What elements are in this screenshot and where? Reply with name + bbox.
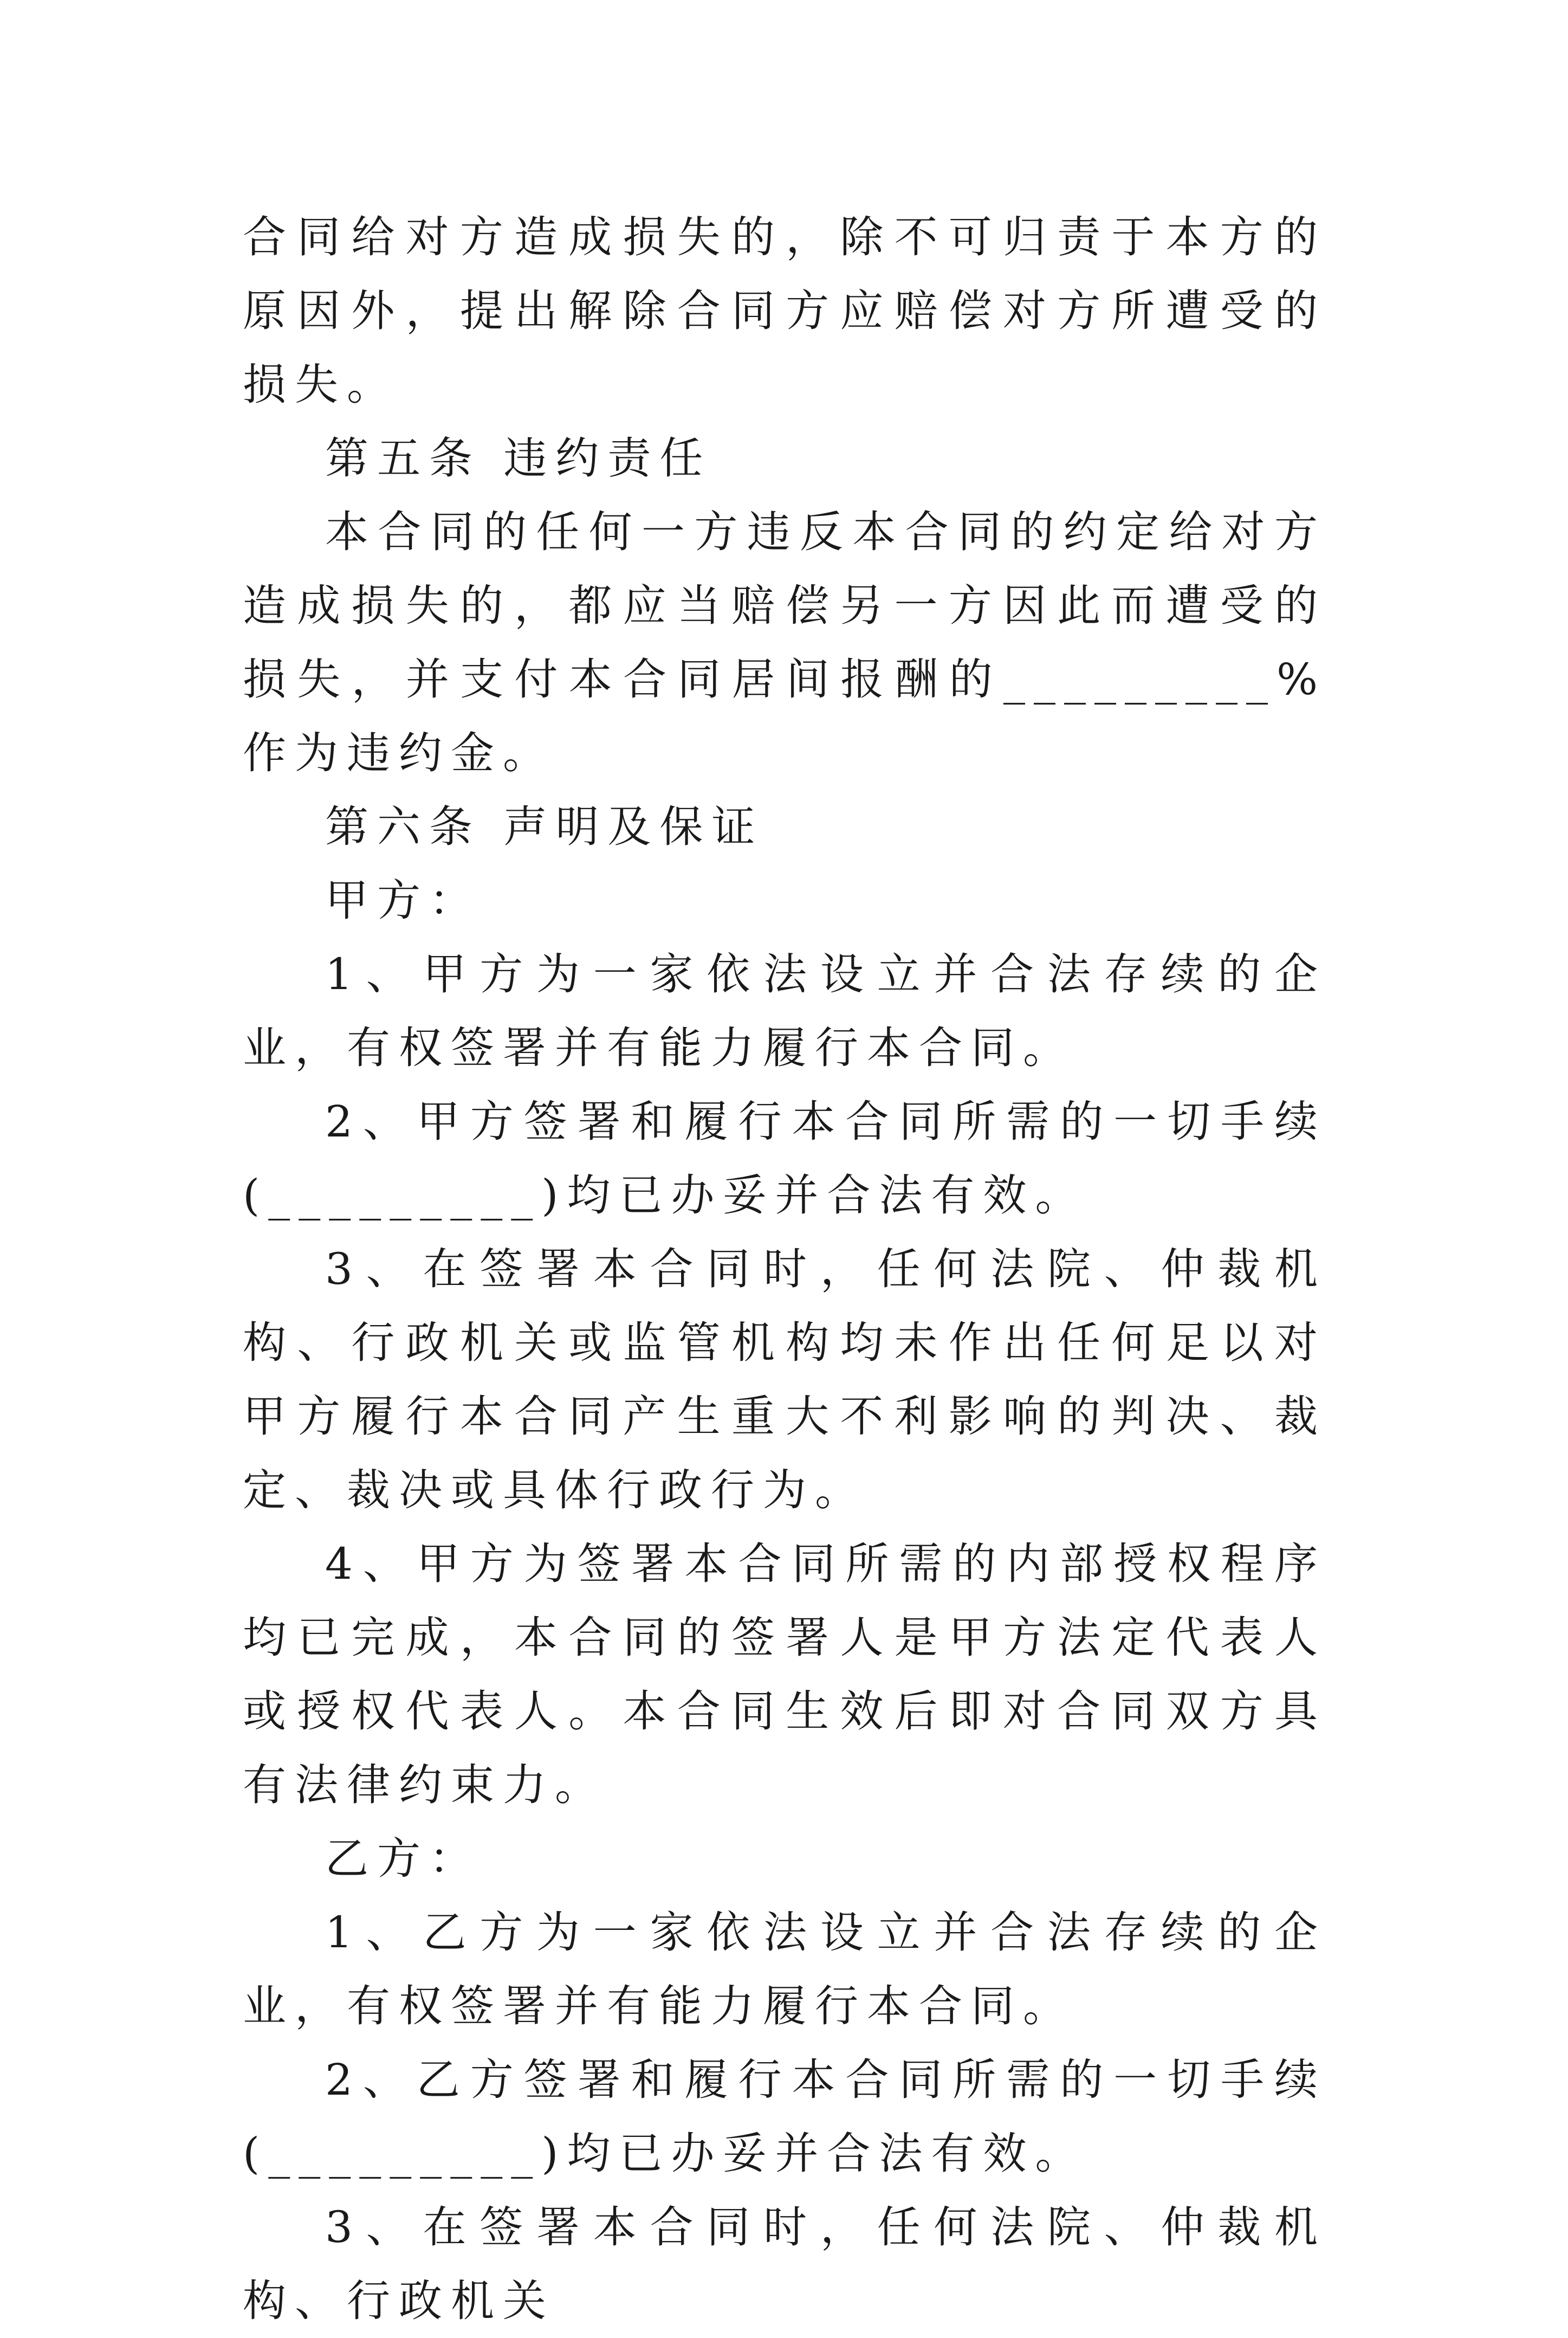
- party-a-item-2: 2、甲方签署和履行本合同所需的一切手续(_________)均已办妥并合法有效。: [243, 1096, 1326, 1220]
- party-b-item-2: 2、乙方签署和履行本合同所需的一切手续(_________)均已办妥并合法有效。: [243, 2055, 1326, 2179]
- paragraph-breach-liability: 本合同的任何一方违反本合同的约定给对方造成损失的，都应当赔偿另一方因此而遭受的损失，并支付本合同居间报酬的_________%作为违约金。: [243, 507, 1326, 778]
- party-b-item-1: 1、乙方为一家依法设立并合法存续的企业，有权签署并有能力履行本合同。: [243, 1907, 1326, 2031]
- party-a-item-3: 3、在签署本合同时，任何法院、仲裁机构、行政机关或监管机构均未作出任何足以对甲方履行本合同产生重大不利影响的判决、裁定、裁决或具体行政行为。: [243, 1244, 1326, 1515]
- party-a-item-1: 1、甲方为一家依法设立并合法存续的企业，有权签署并有能力履行本合同。: [243, 949, 1326, 1073]
- heading-article-6: 第六条 声明及保证: [325, 802, 764, 852]
- heading-article-5: 第五条 违约责任: [325, 433, 712, 483]
- document-body: [243, 201, 1326, 2338]
- paragraph-continuation: 合同给对方造成损失的，除不可归责于本方的原因外，提出解除合同方应赔偿对方所遭受的损失。: [243, 212, 1326, 410]
- party-a-item-4: 4、甲方为签署本合同所需的内部授权程序均已完成，本合同的签署人是甲方法定代表人或授权代表人。本合同生效后即对合同双方具有法律约束力。: [243, 1539, 1326, 1810]
- party-b-item-3: 3、在签署本合同时，任何法院、仲裁机构、行政机关: [243, 2202, 1326, 2326]
- label-party-b: 乙方：: [325, 1833, 481, 1884]
- label-party-a: 甲方：: [325, 875, 481, 926]
